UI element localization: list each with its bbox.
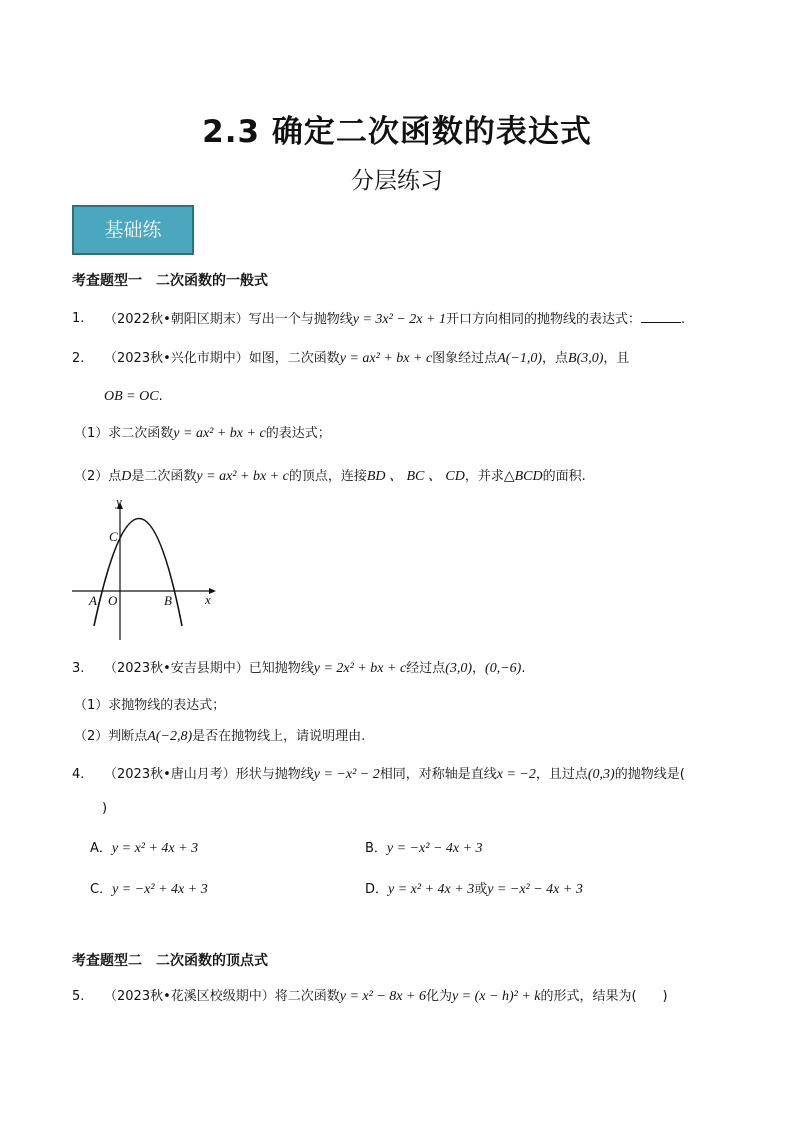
option-label: A． [90, 841, 112, 856]
question-text: ，点 [542, 351, 569, 366]
option-expression: y = x² + 4x + 3 [388, 882, 475, 897]
option-expression: y = −x² − 4x + 3 [386, 841, 483, 856]
x-axis-label: x [205, 592, 211, 607]
point-a: A(−2,8) [147, 729, 193, 744]
question-end: . [521, 661, 526, 676]
option-d[interactable] [365, 881, 583, 899]
question-text: 的形式，结果为( ) [540, 989, 668, 1004]
segments: BD 、 BC 、 CD [366, 469, 465, 484]
separator: ， [472, 661, 486, 676]
math-expression: y = 3x² − 2x + 1 [352, 312, 446, 327]
question-text: ，且过点 [535, 767, 588, 782]
vertex-form: y = (x − h)² + k [451, 989, 541, 1004]
page-subtitle: 分层练习 [351, 168, 443, 194]
section-title-2: 考查题型二 二次函数的顶点式 [72, 953, 268, 969]
part-text: 的表达式； [265, 426, 331, 441]
part-text: （1）求二次函数 [74, 426, 174, 441]
point-1: (3,0) [445, 661, 473, 676]
part-text: （2）判断点 [74, 729, 148, 744]
question-source: （2023秋•花溪区校级期中）将二次函数 [104, 989, 340, 1004]
math-expression: y = ax² + bx + c [173, 426, 266, 441]
point-d: D [121, 469, 132, 484]
origin-label: O [108, 593, 118, 608]
part-text: （2）点 [74, 469, 122, 484]
question-text: 图象经过点 [432, 351, 498, 366]
question-text: 开口方向相同的抛物线的表达式： [445, 312, 641, 327]
axis-expression: x = −2 [496, 767, 536, 782]
condition-expression: OB = OC [104, 389, 159, 404]
option-label: C． [90, 882, 113, 897]
y-axis-label: y [116, 494, 122, 509]
option-b[interactable] [365, 840, 483, 858]
question-source: （2022秋•朝阳区期末）写出一个与抛物线 [104, 312, 353, 327]
question-text: 化为 [425, 989, 452, 1004]
point-c-label: C [109, 529, 118, 544]
option-expression: y = x² + 4x + 3 [111, 841, 199, 856]
option-c[interactable] [90, 881, 208, 899]
parabola-graph [66, 494, 226, 644]
question-number: 2. [72, 351, 85, 366]
part-text: 是否在抛物线上，请说明理由. [192, 729, 366, 744]
question-source: （2023秋•兴化市期中）如图，二次函数 [104, 351, 340, 366]
question-end: . [158, 389, 163, 404]
question-5 [72, 988, 668, 1006]
level-badge: 基础练 [72, 205, 194, 255]
parabola-curve [94, 519, 182, 627]
question-number: 1. [72, 311, 85, 326]
point: (0,3) [587, 767, 615, 782]
question-text: ，且 [603, 351, 630, 366]
part-text: 是二次函数 [131, 469, 197, 484]
question-3-part-1: （1）求抛物线的表达式； [74, 698, 226, 713]
question-3 [72, 660, 525, 678]
math-expression: y = 2x² + bx + c [313, 661, 407, 676]
question-text: 经过点 [406, 661, 446, 676]
math-expression: y = x² − 8x + 6 [339, 989, 426, 1004]
question-source: （2023秋•唐山月考）形状与抛物线 [104, 767, 314, 782]
part-text: 的顶点，连接 [288, 469, 367, 484]
page-title: 2.3 确定二次函数的表达式 [202, 114, 592, 150]
math-expression: y = −x² − 2 [313, 767, 380, 782]
point-a-label: A [89, 593, 97, 608]
math-expression: y = ax² + bx + c [196, 469, 289, 484]
answer-blank [641, 310, 681, 323]
triangle: △BCD [503, 469, 543, 484]
point-b-label: B [164, 593, 172, 608]
option-expression: y = −x² + 4x + 3 [112, 882, 208, 897]
point-2: (0,−6) [485, 661, 522, 676]
point-a: A(−1,0) [497, 351, 543, 366]
question-2-part-1 [74, 425, 331, 443]
question-3-part-2 [74, 728, 365, 746]
question-number: 5. [72, 989, 85, 1004]
option-a[interactable] [90, 840, 198, 858]
option-label: D． [365, 882, 389, 897]
section-title-1: 考查题型一 二次函数的一般式 [72, 273, 268, 289]
question-2-part-2 [74, 468, 586, 486]
part-text: ，并求 [464, 469, 504, 484]
question-text: 相同，对称轴是直线 [379, 767, 497, 782]
question-source: （2023秋•安吉县期中）已知抛物线 [104, 661, 314, 676]
question-text: 的抛物线是( [614, 767, 685, 782]
question-number: 4. [72, 767, 85, 782]
option-label: B． [365, 841, 387, 856]
point-b: B(3,0) [568, 351, 604, 366]
question-4-close: ) [102, 801, 108, 816]
part-text: 的面积. [542, 469, 586, 484]
question-1 [72, 310, 685, 329]
question-2-condition [104, 388, 163, 406]
math-expression: y = ax² + bx + c [339, 351, 433, 366]
option-expression-2: y = −x² − 4x + 3 [487, 882, 583, 897]
question-number: 3. [72, 661, 85, 676]
option-connector: 或 [474, 882, 488, 897]
question-2 [72, 350, 629, 368]
question-end: . [680, 312, 686, 327]
question-4 [72, 766, 685, 784]
